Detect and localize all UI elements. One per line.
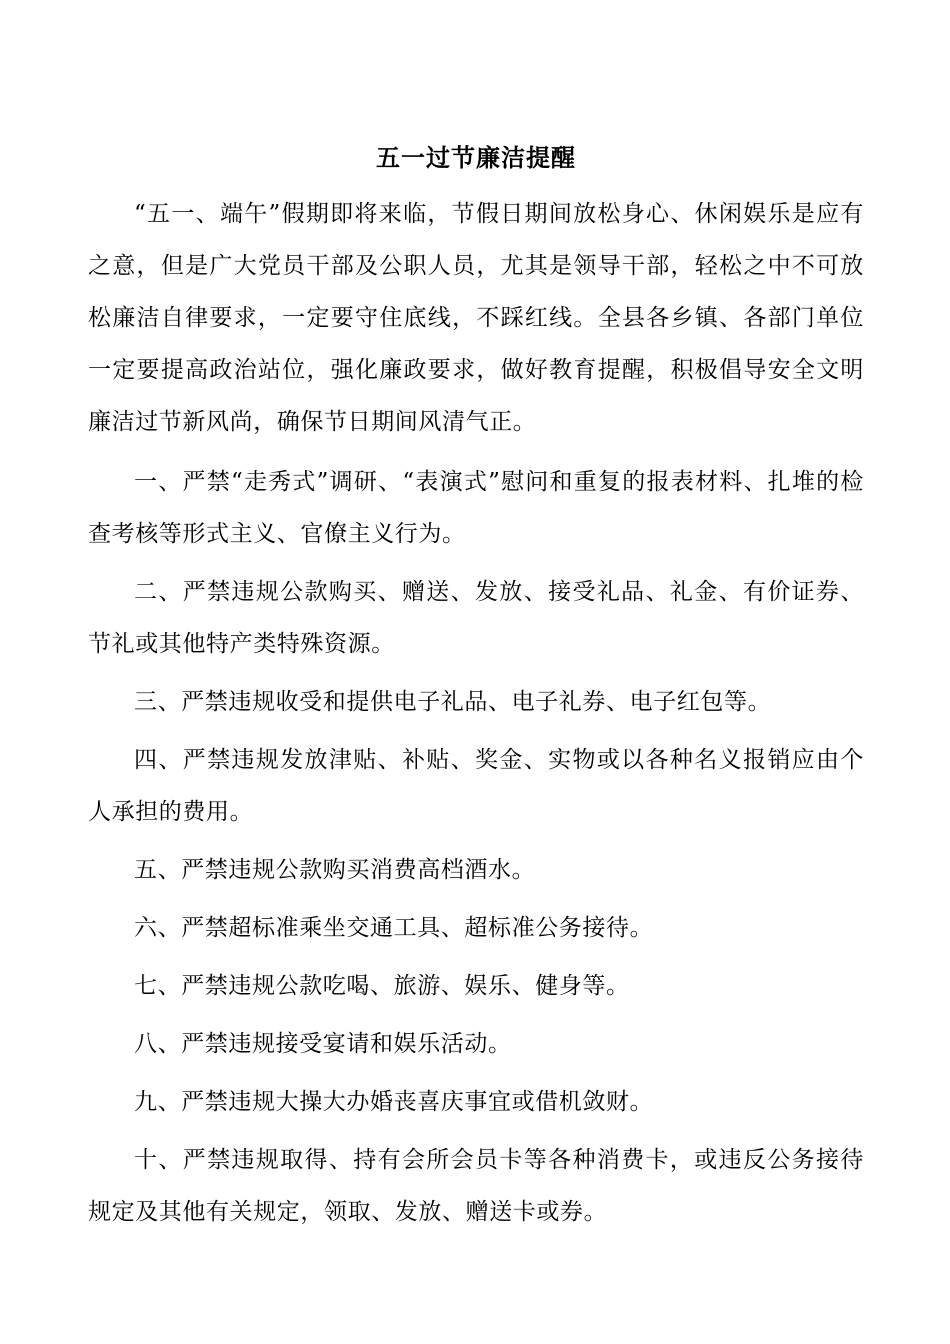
rule-item-1: 一、严禁“走秀式”调研、“表演式”慰问和重复的报表材料、扎堆的检查考核等形式主义、官僚主义行为。 (88, 469, 864, 547)
rule-item-4: 四、严禁违规发放津贴、补贴、奖金、实物或以各种名义报销应由个人承担的费用。 (88, 747, 864, 825)
document-title: 五一过节廉洁提醒 (376, 143, 576, 172)
intro-paragraph: “五一、端午”假期即将来临，节假日期间放松身心、休闲娱乐是应有之意，但是广大党员干部及公职人员，尤其是领导干部，轻松之中不可放松廉洁自律要求，一定要守住底线，不踩红线。全县各乡镇、各部门单位一定要提高政治站位，强化廉政要求，做好教育提醒，积极倡导安全文明廉洁过节新风尚，确保节日期间风清气正。 (88, 201, 864, 435)
rule-item-2: 二、严禁违规公款购买、赠送、发放、接受礼品、礼金、有价证券、节礼或其他特产类特殊资源。 (88, 579, 864, 657)
rule-item-6: 六、严禁超标准乘坐交通工具、超标准公务接待。 (134, 915, 654, 941)
rule-item-9: 九、严禁违规大操大办婚丧喜庆事宜或借机敛财。 (134, 1089, 654, 1115)
rule-item-3: 三、严禁违规收受和提供电子礼品、电子礼券、电子红包等。 (134, 689, 772, 715)
rule-item-10: 十、严禁违规取得、持有会所会员卡等各种消费卡，或违反公务接待规定及其他有关规定，领取、发放、赠送卡或券。 (88, 1147, 864, 1225)
rule-item-8: 八、严禁违规接受宴请和娱乐活动。 (134, 1031, 512, 1057)
rule-item-7: 七、严禁违规公款吃喝、旅游、娱乐、健身等。 (134, 973, 630, 999)
rule-item-5: 五、严禁违规公款购买消费高档酒水。 (134, 857, 536, 883)
document-page (88, 140, 864, 1244)
